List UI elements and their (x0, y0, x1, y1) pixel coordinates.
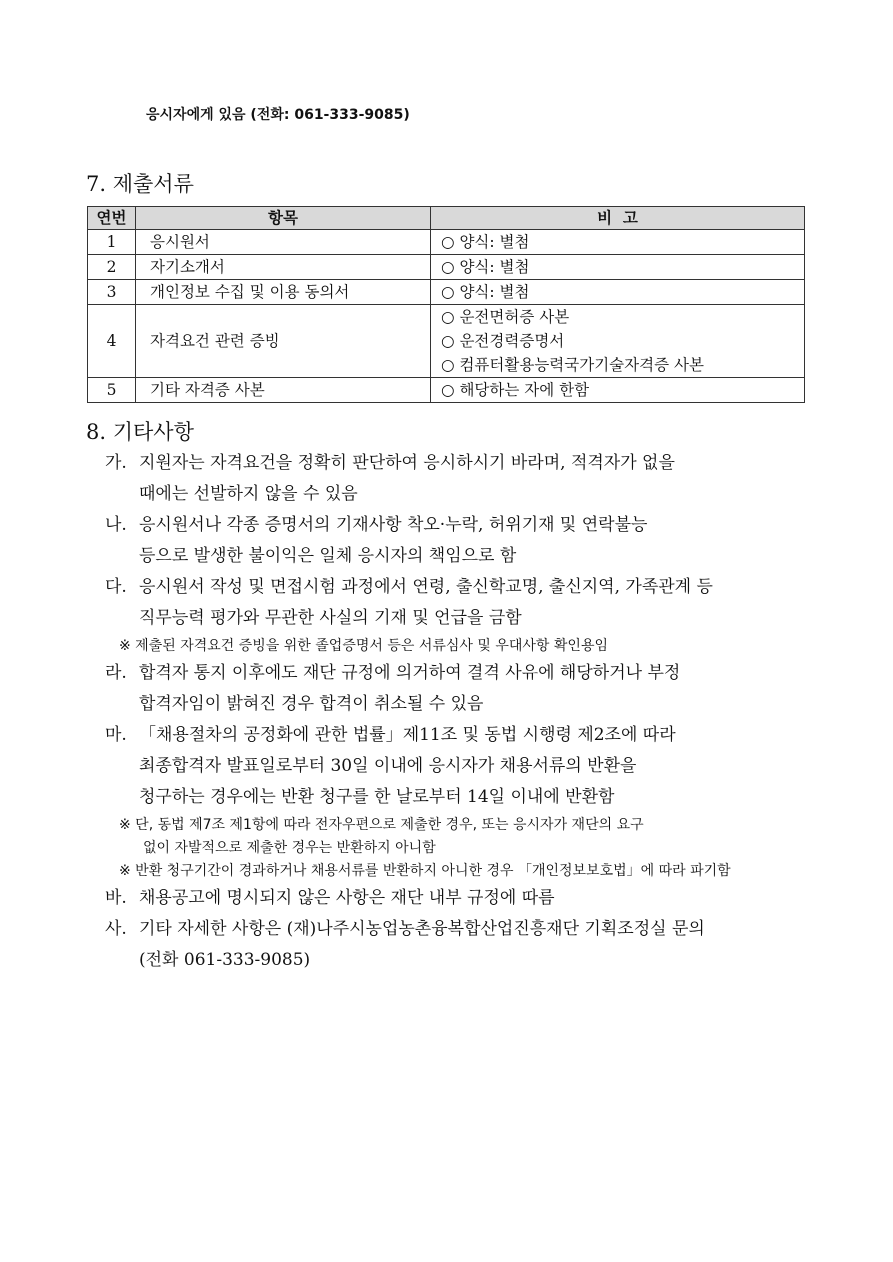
item-text: 최종합격자 발표일로부터 30일 이내에 응시자가 채용서류의 반환을 (139, 756, 637, 776)
notice: ※ 단, 동법 제7조 제1항에 따라 전자우편으로 제출한 경우, 또는 응시자가 재단의 요구 (119, 817, 644, 833)
note-line: ○ 양식: 별첨 (441, 283, 530, 301)
row-note (431, 255, 805, 280)
row-item: 기타 자격증 사본 (136, 378, 431, 403)
list-item (105, 883, 810, 914)
row-item: 개인정보 수집 및 이용 동의서 (136, 280, 431, 305)
item-line (105, 603, 810, 634)
item-line (105, 541, 810, 572)
notice: ※ 반환 청구기간이 경과하거나 채용서류를 반환하지 아니한 경우 「개인정보보호법」에 따라 파기함 (119, 863, 731, 879)
item-line (105, 689, 810, 720)
item-text: 때에는 선발하지 않을 수 있음 (139, 484, 358, 504)
item-marker: 사. (105, 919, 127, 939)
item-text: 「채용절차의 공정화에 관한 법률」제11조 및 동법 시행령 제2조에 따라 (139, 725, 676, 745)
item-line (105, 658, 810, 689)
item-line (105, 572, 810, 603)
other-matters-list (105, 448, 810, 976)
item-text: 지원자는 자격요건을 정확히 판단하여 응시하시기 바라며, 적격자가 없을 (139, 453, 675, 473)
row-item: 자기소개서 (136, 255, 431, 280)
item-text: 기타 자세한 사항은 (재)나주시농업농촌융복합산업진흥재단 기획조정실 문의 (139, 919, 705, 939)
item-text: 합격자 통지 이후에도 재단 규정에 의거하여 결격 사유에 해당하거나 부정 (139, 663, 681, 683)
item-text: 등으로 발생한 불이익은 일체 응시자의 책임으로 함 (139, 546, 517, 566)
item-marker: 다. (105, 577, 127, 597)
item-line (105, 479, 810, 510)
item-line (105, 914, 810, 945)
item-line (105, 945, 810, 976)
list-item (105, 572, 810, 634)
row-number: 3 (88, 280, 136, 305)
item-line (105, 782, 810, 813)
row-note (431, 378, 805, 403)
row-number: 2 (88, 255, 136, 280)
list-item (105, 720, 810, 813)
note-line: ○ 운전경력증명서 (441, 332, 565, 350)
section-heading-8: 8. 기타사항 (86, 420, 194, 444)
note-line: ○ 운전면허증 사본 (441, 308, 570, 326)
item-line (105, 448, 810, 479)
item-text: 청구하는 경우에는 반환 청구를 한 날로부터 14일 이내에 반환함 (139, 787, 615, 807)
item-text: 합격자임이 밝혀진 경우 합격이 취소될 수 있음 (139, 694, 484, 714)
header-number: 연번 (88, 207, 136, 230)
item-marker: 마. (105, 725, 127, 745)
documents-table (87, 206, 805, 403)
item-text: 직무능력 평가와 무관한 사실의 기재 및 언급을 금함 (139, 608, 522, 628)
row-number: 4 (88, 305, 136, 378)
item-text: 채용공고에 명시되지 않은 사항은 재단 내부 규정에 따름 (139, 888, 555, 908)
item-line (105, 510, 810, 541)
header-item: 항목 (136, 207, 431, 230)
table-header-row (88, 207, 805, 230)
row-number: 5 (88, 378, 136, 403)
table-row (88, 378, 805, 403)
item-marker: 라. (105, 663, 127, 683)
item-line (105, 751, 810, 782)
list-item (105, 658, 810, 720)
item-marker: 바. (105, 888, 127, 908)
item-marker: 나. (105, 515, 127, 535)
notice: ※ 제출된 자격요건 증빙을 위한 졸업증명서 등은 서류심사 및 우대사항 확인용임 (119, 638, 608, 654)
note-line: ○ 양식: 별첨 (441, 233, 530, 251)
row-note (431, 230, 805, 255)
item-line (105, 720, 810, 751)
contact-line: 응시자에게 있음 (전화: 061-333-9085) (146, 107, 410, 123)
note-line: ○ 해당하는 자에 한함 (441, 381, 590, 399)
row-item: 자격요건 관련 증빙 (136, 305, 431, 378)
list-item (105, 914, 810, 976)
item-text: 응시원서나 각종 증명서의 기재사항 착오·누락, 허위기재 및 연락불능 (139, 515, 648, 535)
table-row (88, 230, 805, 255)
row-note (431, 305, 805, 378)
row-note (431, 280, 805, 305)
row-item: 응시원서 (136, 230, 431, 255)
table-row (88, 255, 805, 280)
list-item (105, 448, 810, 510)
note-line: ○ 양식: 별첨 (441, 258, 530, 276)
item-text: (전화 061-333-9085) (139, 950, 311, 970)
section-heading-7: 7. 제출서류 (86, 172, 194, 196)
note-line: ○ 컴퓨터활용능력국가기술자격증 사본 (441, 356, 704, 374)
header-note: 비 고 (431, 207, 805, 230)
row-number: 1 (88, 230, 136, 255)
table-row (88, 280, 805, 305)
notice-continuation: 없이 자발적으로 제출한 경우는 반환하지 아니함 (143, 840, 436, 856)
table-row (88, 305, 805, 378)
item-marker: 가. (105, 453, 127, 473)
item-text: 응시원서 작성 및 면접시험 과정에서 연령, 출신학교명, 출신지역, 가족관계 등 (139, 577, 713, 597)
list-item (105, 510, 810, 572)
item-line (105, 883, 810, 914)
